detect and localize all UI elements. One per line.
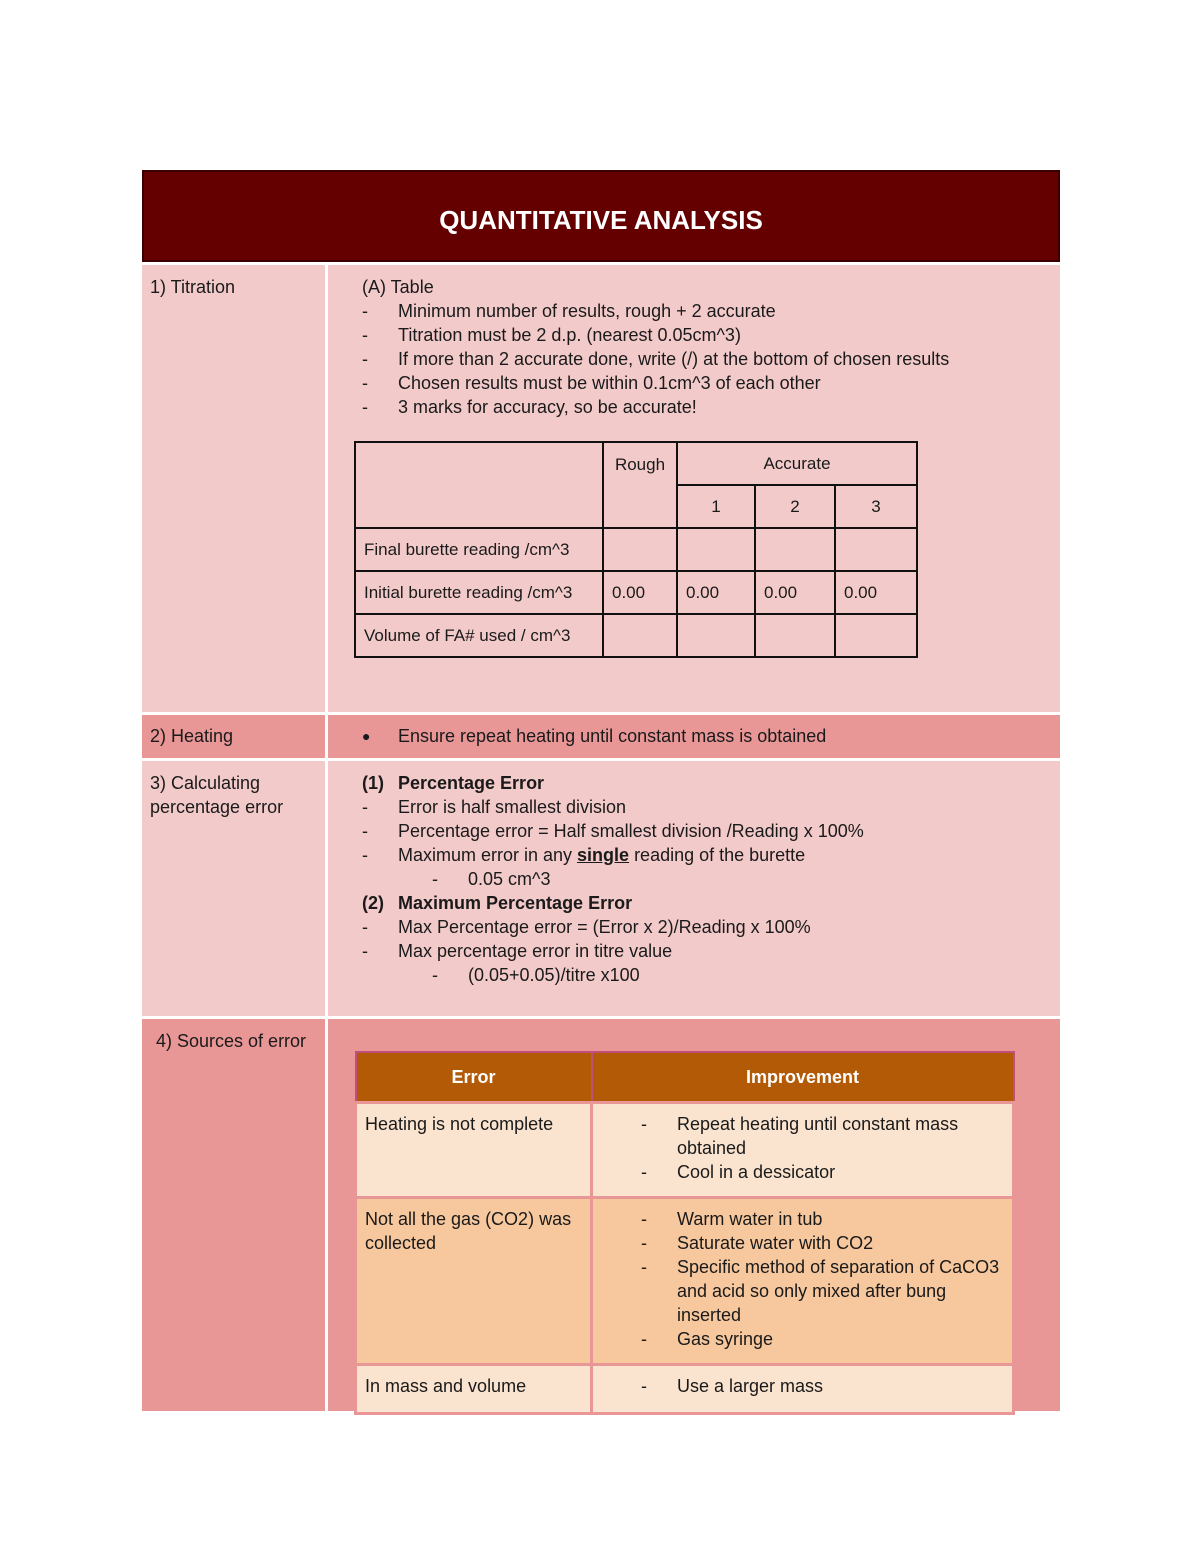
titration-content	[328, 265, 1060, 712]
sources-of-error-content	[328, 1019, 1060, 1411]
list-item: - Chosen results must be within 0.1cm^3 of each other	[362, 373, 821, 393]
list-item: - Max Percentage error = (Error x 2)/Reading x 100%	[362, 917, 811, 937]
accurate-col-2: 2	[755, 485, 835, 528]
list-item: - Percentage error = Half smallest division /Reading x 100%	[362, 821, 864, 841]
list-item: - Repeat heating until constant mass obtained	[641, 1114, 959, 1158]
percentage-error-row	[142, 758, 1060, 1016]
percentage-error-content	[328, 761, 1060, 1016]
table-row: Final burette reading /cm^3	[355, 528, 917, 571]
list-item: - Warm water in tub	[641, 1209, 823, 1229]
titration-label: 1) Titration	[142, 265, 328, 712]
list-item: ● Ensure repeat heating until constant mass is obtained	[362, 726, 827, 746]
list-item: - Minimum number of results, rough + 2 accurate	[362, 301, 776, 321]
sources-of-error-row	[142, 1016, 1060, 1411]
list-item: - Specific method of separation of CaCO3 and acid so only mixed after bung inserted	[641, 1257, 1000, 1325]
list-subitem: - 0.05 cm^3	[432, 869, 551, 889]
table-corner-cell	[355, 442, 603, 528]
subheading: (1) Percentage Error	[362, 773, 545, 793]
titration-heading: (A) Table	[362, 277, 434, 297]
list-item: - 3 marks for accuracy, so be accurate!	[362, 397, 697, 417]
bullet-icon: ●	[362, 728, 371, 744]
heating-row	[142, 712, 1060, 758]
table-row: Not all the gas (CO2) was collected - Warm water in tub - Saturate water with CO2 - Specific method of separation of CaCO3 and acid so only mixed after bung inserted - Gas syringe	[356, 1198, 1014, 1365]
errors-table	[354, 1051, 1015, 1415]
list-item: - Use a larger mass	[641, 1376, 824, 1396]
table-row: Volume of FA# used / cm^3	[355, 614, 917, 657]
accurate-header: Accurate	[677, 442, 917, 485]
sources-of-error-label: 4) Sources of error	[142, 1019, 328, 1411]
rough-header: Rough	[603, 442, 677, 528]
list-subitem: - (0.05+0.05)/titre x100	[432, 965, 640, 985]
list-item: - If more than 2 accurate done, write (/) at the bottom of chosen results	[362, 349, 950, 369]
error-column-header: Error	[356, 1052, 592, 1103]
accurate-col-1: 1	[677, 485, 755, 528]
list-item: - Gas syringe	[641, 1329, 774, 1349]
subheading: (2) Maximum Percentage Error	[362, 893, 633, 913]
list-item: - Saturate water with CO2	[641, 1233, 874, 1253]
list-item: - Error is half smallest division	[362, 797, 627, 817]
heating-content	[328, 715, 1060, 758]
titration-table	[354, 441, 918, 658]
table-row: In mass and volume - Use a larger mass	[356, 1365, 1014, 1414]
list-item: - Titration must be 2 d.p. (nearest 0.05cm^3)	[362, 325, 741, 345]
percentage-error-label: 3) Calculating percentage error	[142, 761, 328, 1016]
titration-row	[142, 262, 1060, 712]
list-item: - Cool in a dessicator	[641, 1162, 836, 1182]
improvement-column-header: Improvement	[592, 1052, 1014, 1103]
list-item: - Maximum error in any single reading of the burette	[362, 845, 806, 865]
table-row: Initial burette reading /cm^3 0.00 0.00 0.00 0.00	[355, 571, 917, 614]
accurate-col-3: 3	[835, 485, 917, 528]
table-row: Heating is not complete - Repeat heating until constant mass obtained - Cool in a dessicator	[356, 1103, 1014, 1198]
page-title: QUANTITATIVE ANALYSIS	[142, 170, 1060, 262]
quantitative-analysis-sheet	[142, 170, 1060, 1411]
heating-label: 2) Heating	[142, 715, 328, 758]
list-item: - Max percentage error in titre value	[362, 941, 673, 961]
